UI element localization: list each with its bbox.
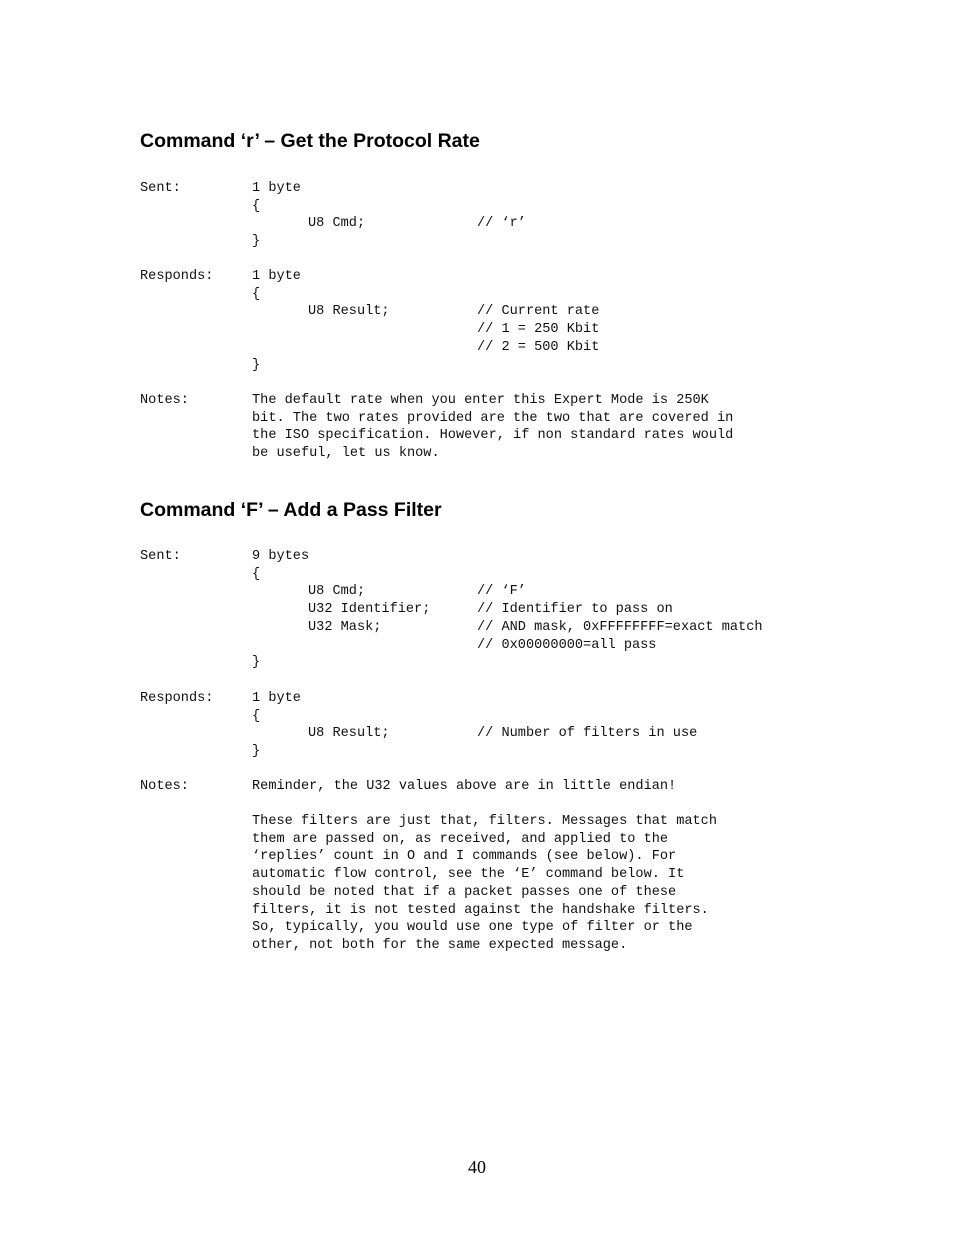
field-decl: U32 Identifier; [308,602,431,618]
field-decl: U8 Result; [308,726,390,742]
field-comment: // 2 = 500 Kbit [477,339,600,355]
field-comment: // ‘r’ [477,216,526,232]
section-title-r: Command ‘r’ – Get the Protocol Rate [140,130,480,152]
responds-label: Responds: [140,269,214,284]
open-brace: { [252,286,261,302]
sent-size: 9 bytes [252,549,310,564]
open-brace: { [252,566,261,582]
notes-line: the ISO specification. However, if non standard rates would [252,428,734,444]
field-comment: // 0x00000000=all pass [477,637,657,653]
responds-label: Responds: [140,691,214,706]
field-comment: // ‘F’ [477,584,526,600]
field-decl: U8 Result; [308,304,390,320]
notes-line: bit. The two rates provided are the two that are covered in [252,410,734,426]
field-comment: // Number of filters in use [477,726,698,742]
notes-line: So, typically, you would use one type of filter or the [252,920,693,936]
notes-line: should be noted that if a packet passes one of these [252,884,677,900]
field-decl: U8 Cmd; [308,584,366,600]
close-brace: } [252,655,261,671]
responds-size: 1 byte [252,269,301,284]
notes-line: them are passed on, as received, and applied to the [252,831,669,847]
notes-line: be useful, let us know. [252,446,440,462]
field-comment: // Current rate [477,304,600,320]
notes-line: The default rate when you enter this Expert Mode is 250K [252,393,709,408]
notes-line: automatic flow control, see the ‘E’ command below. It [252,867,685,883]
notes-label: Notes: [140,779,189,794]
open-brace: { [252,198,261,214]
close-brace: } [252,744,261,760]
notes-line: These filters are just that, filters. Messages that match [252,814,717,829]
notes-label: Notes: [140,393,189,408]
close-brace: } [252,357,261,373]
notes-line: filters, it is not tested against the handshake filters. [252,902,709,918]
field-decl: U32 Mask; [308,619,382,635]
field-comment: // AND mask, 0xFFFFFFFF=exact match [477,619,763,635]
notes-line: ‘replies’ count in O and I commands (see below). For [252,849,677,865]
sent-label: Sent: [140,181,181,196]
responds-size: 1 byte [252,691,301,706]
notes-line: other, not both for the same expected message. [252,937,628,953]
page-number: 40 [468,1157,486,1177]
notes-line: Reminder, the U32 values above are in little endian! [252,779,677,794]
field-comment: // Identifier to pass on [477,602,673,618]
sent-size: 1 byte [252,181,301,196]
close-brace: } [252,234,261,250]
sent-label: Sent: [140,549,181,564]
section-title-f: Command ‘F’ – Add a Pass Filter [140,499,442,521]
open-brace: { [252,708,261,724]
field-comment: // 1 = 250 Kbit [477,322,600,338]
field-decl: U8 Cmd; [308,216,366,232]
